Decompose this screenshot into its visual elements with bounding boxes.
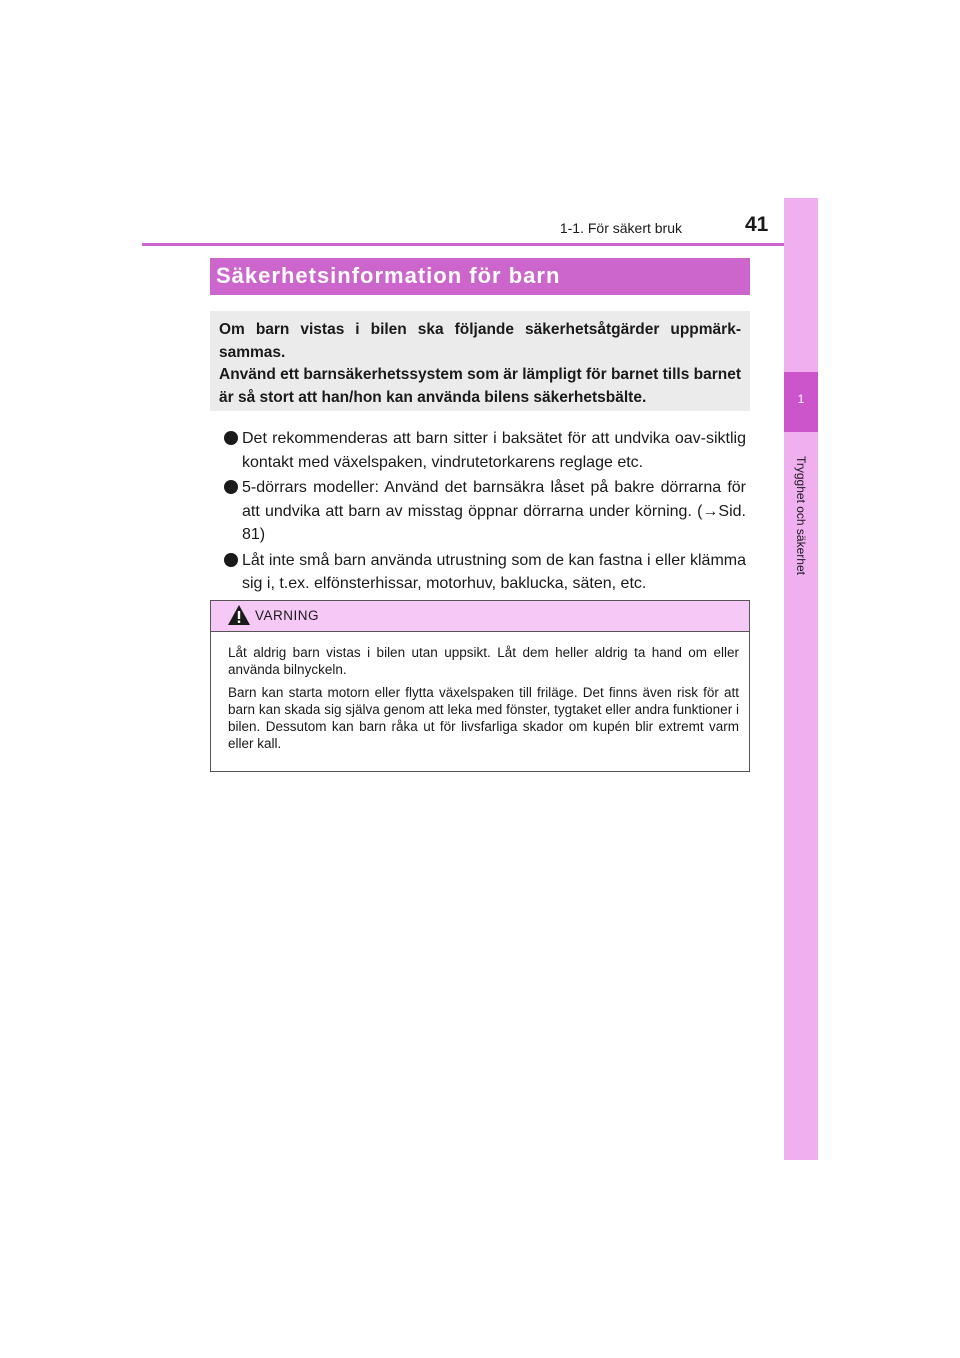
chapter-number: 1	[797, 392, 805, 406]
chapter-side-tab	[784, 198, 818, 1160]
section-label: 1-1. För säkert bruk	[559, 220, 682, 236]
intro-line-1: Om barn vistas i bilen ska följande säkerhetsåtgärder uppmärk-sammas.	[219, 321, 741, 361]
intro-line-2: Använd ett barnsäkerhetssystem som är lämpligt för barnet tills barnet är så stort att han/hon kan använda bilens säkerhetsbälte.	[219, 366, 741, 406]
page-number: 41	[745, 213, 769, 236]
chapter-title: Trygghet och säkerhet	[794, 455, 808, 575]
warning-body	[211, 632, 749, 752]
chapter-title-container	[786, 440, 816, 590]
warning-paragraph: Låt aldrig barn vistas i bilen utan uppsikt. Låt dem heller aldrig ta hand om eller använda bilnyckeln.	[228, 645, 739, 677]
header-divider	[142, 243, 818, 246]
warning-paragraph: Barn kan starta motorn eller flytta växelspaken till friläge. Det finns även risk för att barn kan skada sig själva genom att leka med fönster, tygtaket eller andra funktioner i bilen. Dessutom kan barn råka ut för livsfarliga skador om kupén blir extremt varm eller kall.	[228, 685, 739, 751]
bullet-dot-icon	[224, 431, 238, 445]
intro-box	[210, 311, 750, 411]
list-item	[210, 427, 746, 474]
list-item	[210, 549, 746, 596]
warning-header	[211, 601, 749, 632]
bullet-dot-icon	[224, 480, 238, 494]
list-item	[210, 476, 746, 547]
list-item-text: Det rekommenderas att barn sitter i baksätet för att undvika oav-siktlig kontakt med växelspaken, vindrutetorkarens reglage etc.	[242, 430, 746, 471]
section-title-bar	[210, 258, 750, 295]
bullet-list	[210, 427, 746, 598]
warning-box	[210, 600, 750, 772]
list-item-text: Låt inte små barn använda utrustning som de kan fastna i eller klämma sig i, t.ex. elfönsterhissar, motorhuv, baklucka, säten, etc.	[242, 551, 746, 592]
list-item-text: 5-dörrars modeller: Använd det barnsäkra låset på bakre dörrarna för att undvika att barn av misstag öppnar dörrarna under körning. (→Sid. 81)	[242, 479, 746, 543]
warning-triangle-icon	[227, 604, 251, 626]
bullet-dot-icon	[224, 553, 238, 567]
section-title: Säkerhetsinformation för barn	[216, 263, 561, 288]
warning-title: VARNING	[255, 608, 320, 623]
